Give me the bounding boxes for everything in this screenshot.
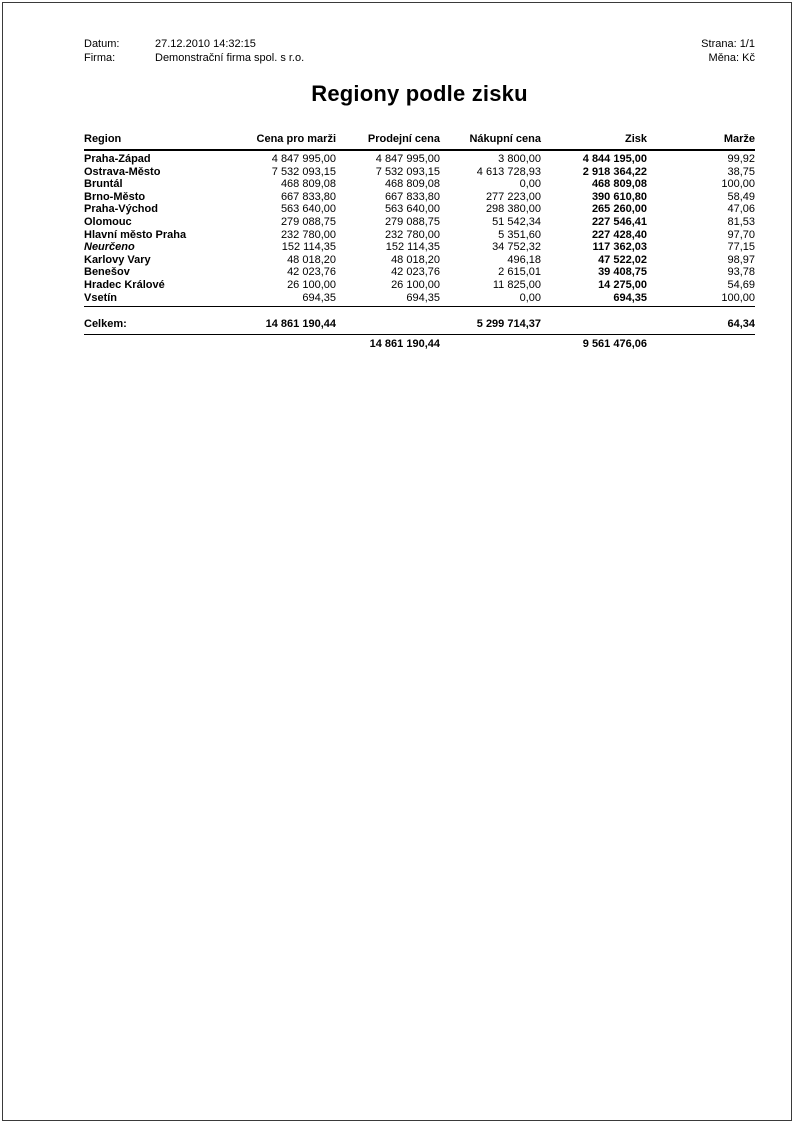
zisk-cell: 14 275,00 [598, 278, 647, 291]
cena-pro-marzi-cell: 667 833,80 [280, 190, 336, 203]
nakupni-cena-cell: 4 613 728,93 [476, 165, 541, 178]
region-cell: Karlovy Vary [84, 253, 151, 266]
totals-label: Celkem: [84, 307, 224, 335]
marze-cell: 97,70 [727, 228, 755, 241]
cena-pro-marzi-cell: 4 847 995,00 [271, 153, 336, 165]
cena-pro-marzi-cell: 232 780,00 [280, 228, 336, 241]
totals-row-secondary [84, 334, 755, 350]
marze-cell: 38,75 [727, 165, 755, 178]
zisk-cell: 227 428,40 [591, 228, 647, 241]
cena-pro-marzi-cell: 694,35 [224, 292, 336, 307]
datum-line [84, 37, 304, 51]
nakupni-cena-cell: 298 380,00 [485, 203, 541, 216]
nakupni-cena-cell: 496,18 [507, 253, 541, 266]
column-header-region: Region [84, 133, 224, 150]
nakupni-cena-cell: 0,00 [440, 292, 541, 307]
table-row [84, 254, 755, 267]
marze-cell: 77,15 [727, 241, 755, 254]
table-row [84, 229, 755, 242]
datum-value: 27.12.2010 14:32:15 [155, 38, 256, 50]
marze-cell: 98,97 [727, 253, 755, 266]
marze-cell: 58,49 [727, 190, 755, 203]
totals-empty-cell [440, 334, 541, 350]
table-header-row [84, 133, 755, 150]
column-header-nakupni-cena: Nákupní cena [440, 133, 541, 150]
region-cell: Praha-Východ [84, 203, 158, 216]
totals-marze: 64,34 [647, 307, 755, 335]
nakupni-cena-cell: 11 825,00 [492, 278, 541, 291]
marze-cell: 100,00 [721, 178, 755, 191]
prodejni-cena-cell: 667 833,80 [384, 190, 440, 203]
nakupni-cena-cell: 5 351,60 [498, 228, 541, 241]
table-row [84, 241, 755, 254]
prodejni-cena-cell: 26 100,00 [391, 278, 440, 291]
marze-cell: 81,53 [727, 215, 755, 228]
totals-empty-cell [647, 334, 755, 350]
firma-value: Demonstrační firma spol. s r.o. [155, 52, 305, 64]
region-cell: Hlavní město Praha [84, 228, 187, 241]
cena-pro-marzi-cell: 48 018,20 [287, 253, 336, 266]
nakupni-cena-cell: 34 752,32 [492, 241, 541, 254]
report-header-left [84, 37, 304, 65]
prodejni-cena-cell: 468 809,08 [384, 178, 440, 191]
totals-empty-cell [541, 307, 647, 335]
regions-table [84, 133, 755, 350]
totals-zisk: 9 561 476,06 [582, 337, 647, 350]
datum-label: Datum: [84, 38, 120, 50]
totals-empty-cell [336, 307, 440, 335]
table-row [84, 203, 755, 216]
region-cell: Olomouc [84, 215, 132, 228]
report-title: Regiony podle zisku [311, 81, 528, 106]
cena-pro-marzi-cell: 563 640,00 [280, 203, 336, 216]
marze-cell: 100,00 [647, 292, 755, 307]
totals-empty-cell [224, 334, 336, 350]
table-row [84, 150, 755, 166]
table-row [84, 191, 755, 204]
totals-prodejni-cena: 14 861 190,44 [369, 337, 440, 350]
zisk-cell: 2 918 364,22 [582, 165, 647, 178]
region-cell: Benešov [84, 266, 130, 279]
region-cell: Praha-Západ [84, 153, 151, 165]
cena-pro-marzi-cell: 26 100,00 [287, 278, 336, 291]
nakupni-cena-cell: 3 800,00 [498, 153, 541, 165]
firma-line [84, 51, 304, 65]
marze-cell: 99,92 [727, 153, 755, 165]
firma-label: Firma: [84, 52, 116, 64]
region-cell: Bruntál [84, 178, 123, 191]
table-row [84, 292, 755, 307]
region-cell: Ostrava-Město [84, 165, 161, 178]
nakupni-cena-cell: 0,00 [519, 178, 541, 191]
column-header-zisk: Zisk [541, 133, 647, 150]
prodejni-cena-cell: 279 088,75 [384, 215, 440, 228]
region-cell: Vsetín [84, 292, 224, 307]
prodejni-cena-cell: 232 780,00 [384, 228, 440, 241]
region-cell: Brno-Město [84, 190, 146, 203]
zisk-cell: 468 809,08 [591, 178, 647, 191]
column-header-prodejni-cena: Prodejní cena [336, 133, 440, 150]
totals-empty-cell [84, 334, 224, 350]
prodejni-cena-cell: 694,35 [336, 292, 440, 307]
table-row [84, 279, 755, 292]
prodejni-cena-cell: 152 114,35 [385, 241, 440, 254]
zisk-cell: 265 260,00 [591, 203, 647, 216]
prodejni-cena-cell: 42 023,76 [391, 266, 440, 279]
zisk-cell: 117 362,03 [592, 241, 647, 254]
zisk-cell: 390 610,80 [591, 190, 647, 203]
totals-cena-pro-marzi: 14 861 190,44 [224, 307, 336, 335]
table-row [84, 266, 755, 279]
marze-cell: 54,69 [727, 278, 755, 291]
column-header-marze: Marže [647, 133, 755, 150]
nakupni-cena-cell: 277 223,00 [485, 190, 541, 203]
zisk-cell: 39 408,75 [598, 266, 647, 279]
cena-pro-marzi-cell: 279 088,75 [280, 215, 336, 228]
totals-row [84, 307, 755, 335]
column-header-cena-pro-marzi: Cena pro marži [224, 133, 336, 150]
nakupni-cena-cell: 51 542,34 [492, 215, 541, 228]
region-cell: Neurčeno [84, 241, 135, 254]
zisk-cell: 227 546,41 [591, 215, 647, 228]
table-row [84, 216, 755, 229]
prodejni-cena-cell: 4 847 995,00 [375, 153, 440, 165]
cena-pro-marzi-cell: 7 532 093,15 [271, 165, 336, 178]
zisk-cell: 4 844 195,00 [582, 153, 647, 165]
cena-pro-marzi-cell: 42 023,76 [287, 266, 336, 279]
cena-pro-marzi-cell: 468 809,08 [280, 178, 336, 191]
prodejni-cena-cell: 7 532 093,15 [375, 165, 440, 178]
marze-cell: 47,06 [727, 203, 755, 216]
table-row [84, 178, 755, 191]
page-number: Strana: 1/1 [701, 38, 755, 50]
prodejni-cena-cell: 48 018,20 [391, 253, 440, 266]
marze-cell: 93,78 [727, 266, 755, 279]
totals-nakupni-cena: 5 299 714,37 [440, 307, 541, 335]
report-content [84, 37, 755, 350]
prodejni-cena-cell: 563 640,00 [384, 203, 440, 216]
cena-pro-marzi-cell: 152 114,35 [281, 241, 336, 254]
zisk-cell: 694,35 [541, 292, 647, 307]
table-row [84, 166, 755, 179]
report-header-right [701, 37, 755, 65]
report-header [84, 37, 755, 65]
currency: Měna: Kč [708, 52, 755, 64]
nakupni-cena-cell: 2 615,01 [498, 266, 541, 279]
zisk-cell: 47 522,02 [598, 253, 647, 266]
region-cell: Hradec Králové [84, 278, 165, 291]
